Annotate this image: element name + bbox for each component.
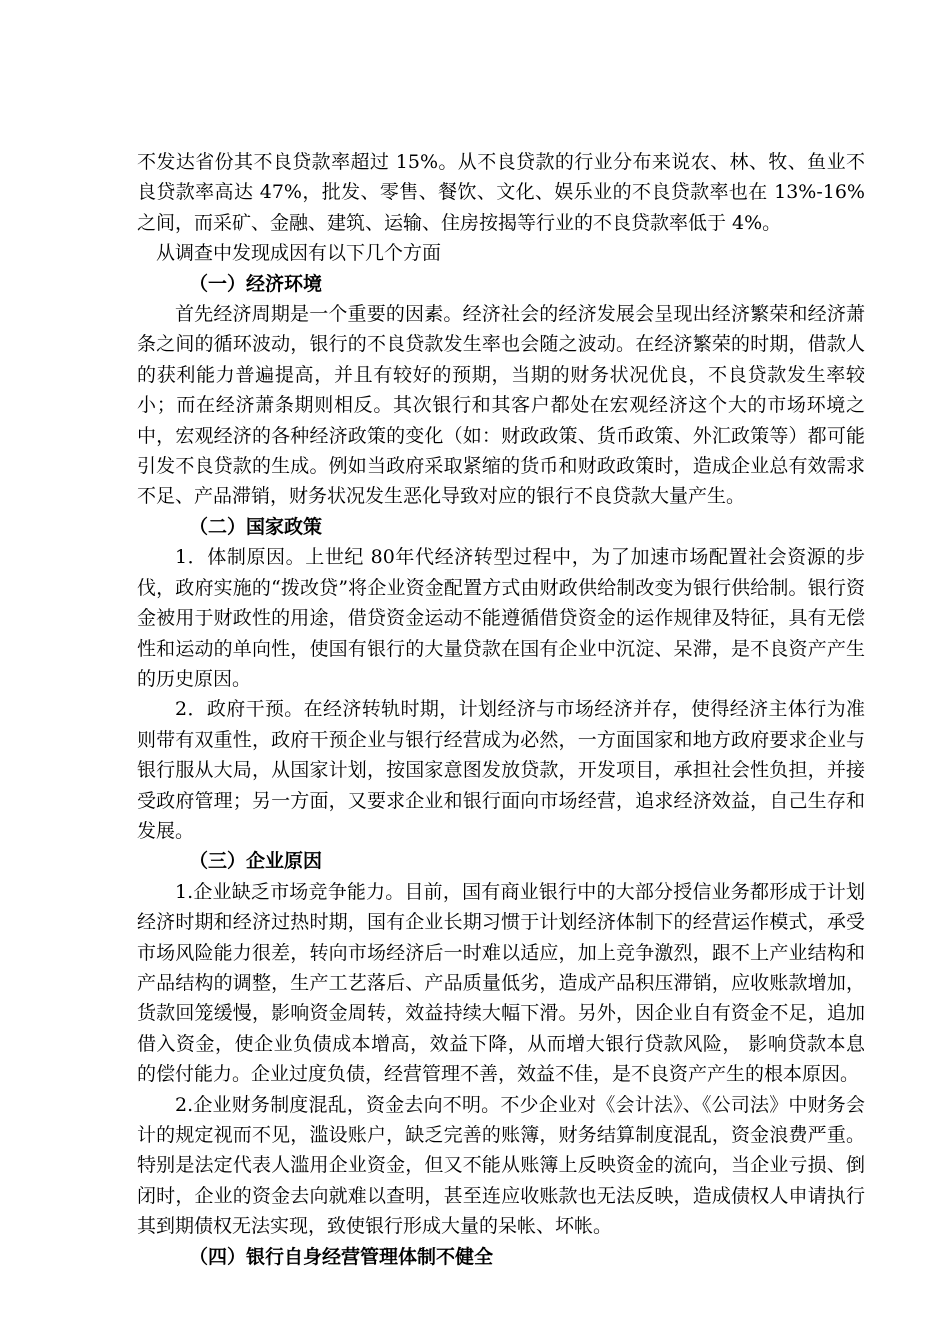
paragraph-government-intervention: 2．政府干预。在经济转轨时期，计划经济与市场经济并存，使得经济主体行为准则带有双重性，政府干预企业与银行经营成为必然，一方面国家和地方政府要求企业与银行服从大局，从国家计划，按国家意图发放贷款，开发项目，承担社会性负担，并接受政府管理；另一方面，又要求企业和银行面向市场经营，追求经济效益，自己生存和发展。	[137, 698, 865, 842]
paragraph-financial-disorder: 2.企业财务制度混乱，资金去向不明。不少企业对《会计法》、《公司法》中财务会计的规定视而不见，滥设账户，缺乏完善的账簿，财务结算制度混乱，资金浪费严重。特别是法定代表人滥用企业资金，但又不能从账簿上反映资金的流向，当企业亏损、倒闭时，企业的资金去向就难以查明，甚至连应收账款也无法反映，造成债权人申请执行其到期债权无法实现，致使银行形成大量的呆帐、坏帐。	[137, 1093, 865, 1238]
document-page	[137, 147, 865, 1272]
paragraph-causes-lead: 从调查中发现成因有以下几个方面	[156, 242, 442, 265]
section-heading-enterprise-reasons: （三）企业原因	[189, 850, 323, 873]
section-heading-economic-environment: （一）经济环境	[189, 272, 323, 295]
paragraph-institutional-reasons: 1．体制原因。上世纪 80年代经济转型过程中，为了加速市场配置社会资源的步伐，政府实施的“拨改贷”将企业资金配置方式由财政供给制改变为银行供给制。银行资金被用于财政性的用途，借贷资金运动不能遵循借贷资金的运作规律及特征，具有无偿性和运动的单向性，使国有银行的大量贷款在国有企业中沉淀、呆滞，是不良资产产生的历史原因。	[137, 546, 865, 690]
section-heading-national-policy: （二）国家政策	[189, 515, 323, 538]
paragraph-economic-cycle: 首先经济周期是一个重要的因素。经济社会的经济发展会呈现出经济繁荣和经济萧条之间的循环波动，银行的不良贷款发生率也会随之波动。在经济繁荣的时期，借款人的获利能力普遍提高，并且有较好的预期，当期的财务状况优良，不良贷款发生率较小；而在经济萧条期则相反。其次银行和其客户都处在宏观经济这个大的市场环境之中，宏观经济的各种经济政策的变化（如：财政政策、货币政策、外汇政策等）都可能引发不良贷款的生成。例如当政府采取紧缩的货币和财政政策时，造成企业总有效需求不足、产品滞销，财务状况发生恶化导致对应的银行不良贷款大量产生。	[137, 303, 865, 508]
paragraph-intro: 不发达省份其不良贷款率超过 15%。从不良贷款的行业分布来说农、林、牧、鱼业不良贷款率高达 47%，批发、零售、餐饮、文化、娱乐业的不良贷款率也在 13%-16%之间，而采矿、金融、建筑、运输、住房按揭等行业的不良贷款率低于 4%。	[137, 151, 865, 234]
section-heading-bank-management: （四）银行自身经营管理体制不健全	[189, 1245, 494, 1268]
paragraph-competitiveness: 1.企业缺乏市场竞争能力。目前，国有商业银行中的大部分授信业务都形成于计划经济时期和经济过热时期，国有企业长期习惯于计划经济体制下的经营运作模式，承受市场风险能力很差，转向市场经济后一时难以适应，加上竞争激烈，跟不上产业结构和产品结构的调整，生产工艺落后、产品质量低劣，造成产品积压滞销，应收账款增加， 货款回笼缓慢，影响资金周转，效益持续大幅下滑。另外，因企业自有资金不足，追加借入资金，使企业负债成本增高，效益下降，从而增大银行贷款风险， 影响贷款本息的偿付能力。企业过度负债，经营管理不善，效益不佳，是不良资产产生的根本原因。	[137, 880, 865, 1086]
